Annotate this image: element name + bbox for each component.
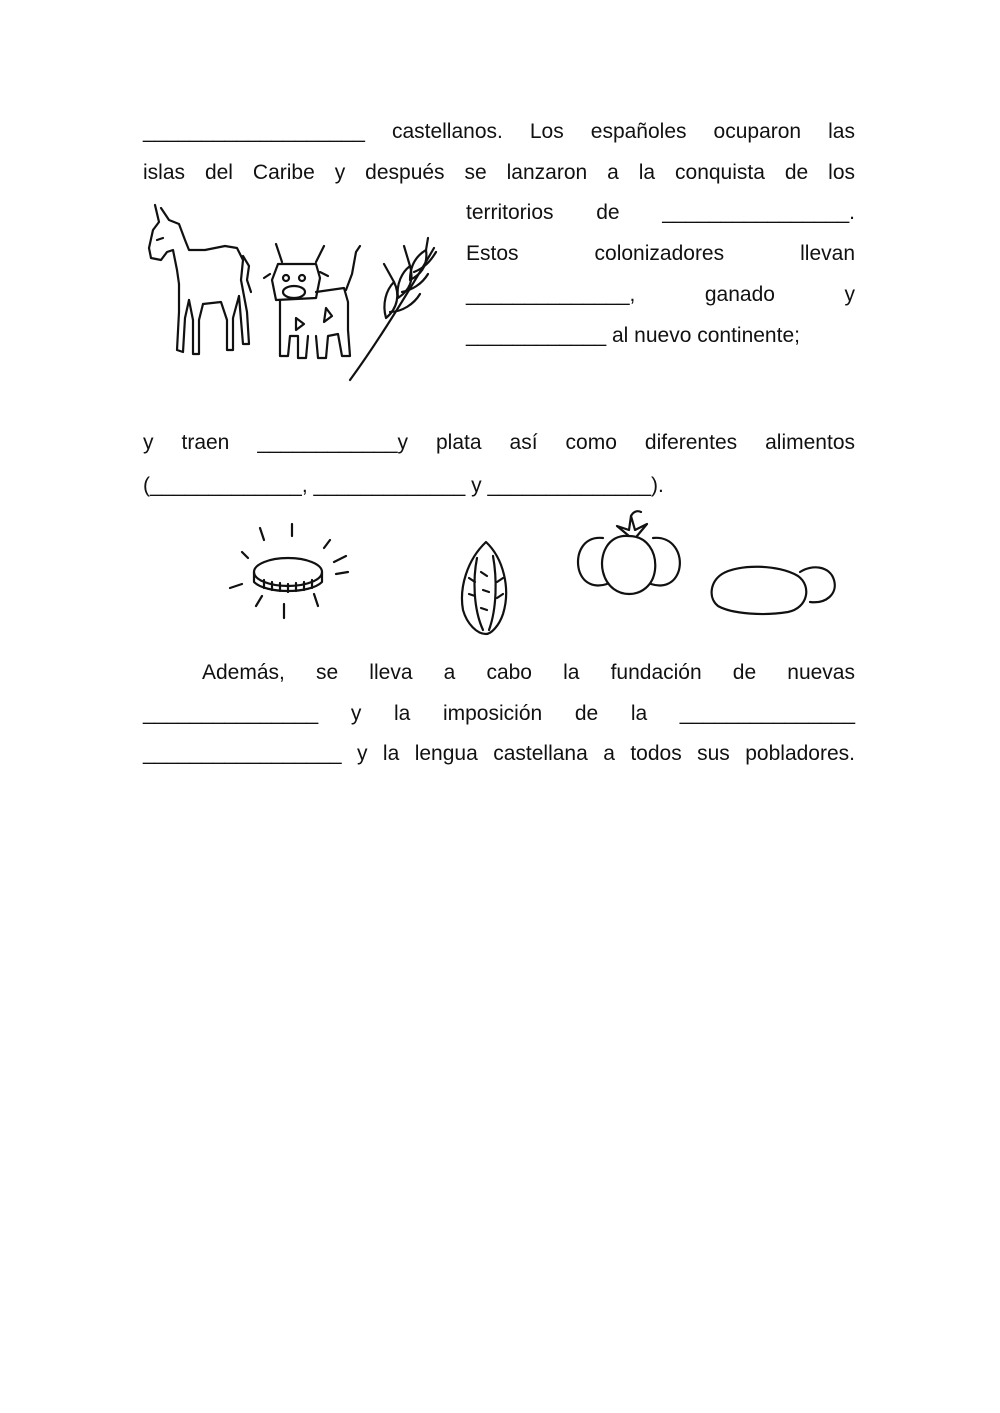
text-line-6: ____________ al nuevo continente; <box>466 324 800 347</box>
text-line-4: Estos colonizadores llevan <box>466 242 855 265</box>
text-line-7: y traen ____________y plata así como diferentes alimentos <box>143 431 855 454</box>
text-line-1: ___________________ castellanos. Los españoles ocuparon las <box>143 120 855 143</box>
text-line-5: ______________, ganado y <box>466 283 855 306</box>
horse-icon <box>145 200 255 365</box>
text-line-9: Además, se lleva a cabo la fundación de nuevas <box>202 661 855 684</box>
text-line-10: _______________ y la imposición de la _______________ <box>143 702 855 725</box>
text-line-3: territorios de ________________. <box>466 201 855 224</box>
text-line-11: _________________ y la lengua castellana a todos sus pobladores. <box>143 742 855 765</box>
potato-icon <box>708 560 838 618</box>
tomato-icon <box>573 508 685 598</box>
cocoa-pod-icon <box>457 538 515 638</box>
text-line-2: islas del Caribe y después se lanzaron a la conquista de los <box>143 161 855 184</box>
text-line-8: (_____________, _____________ y ______________). <box>143 474 664 497</box>
wheat-icon <box>346 238 446 383</box>
gold-coin-icon <box>226 522 354 622</box>
